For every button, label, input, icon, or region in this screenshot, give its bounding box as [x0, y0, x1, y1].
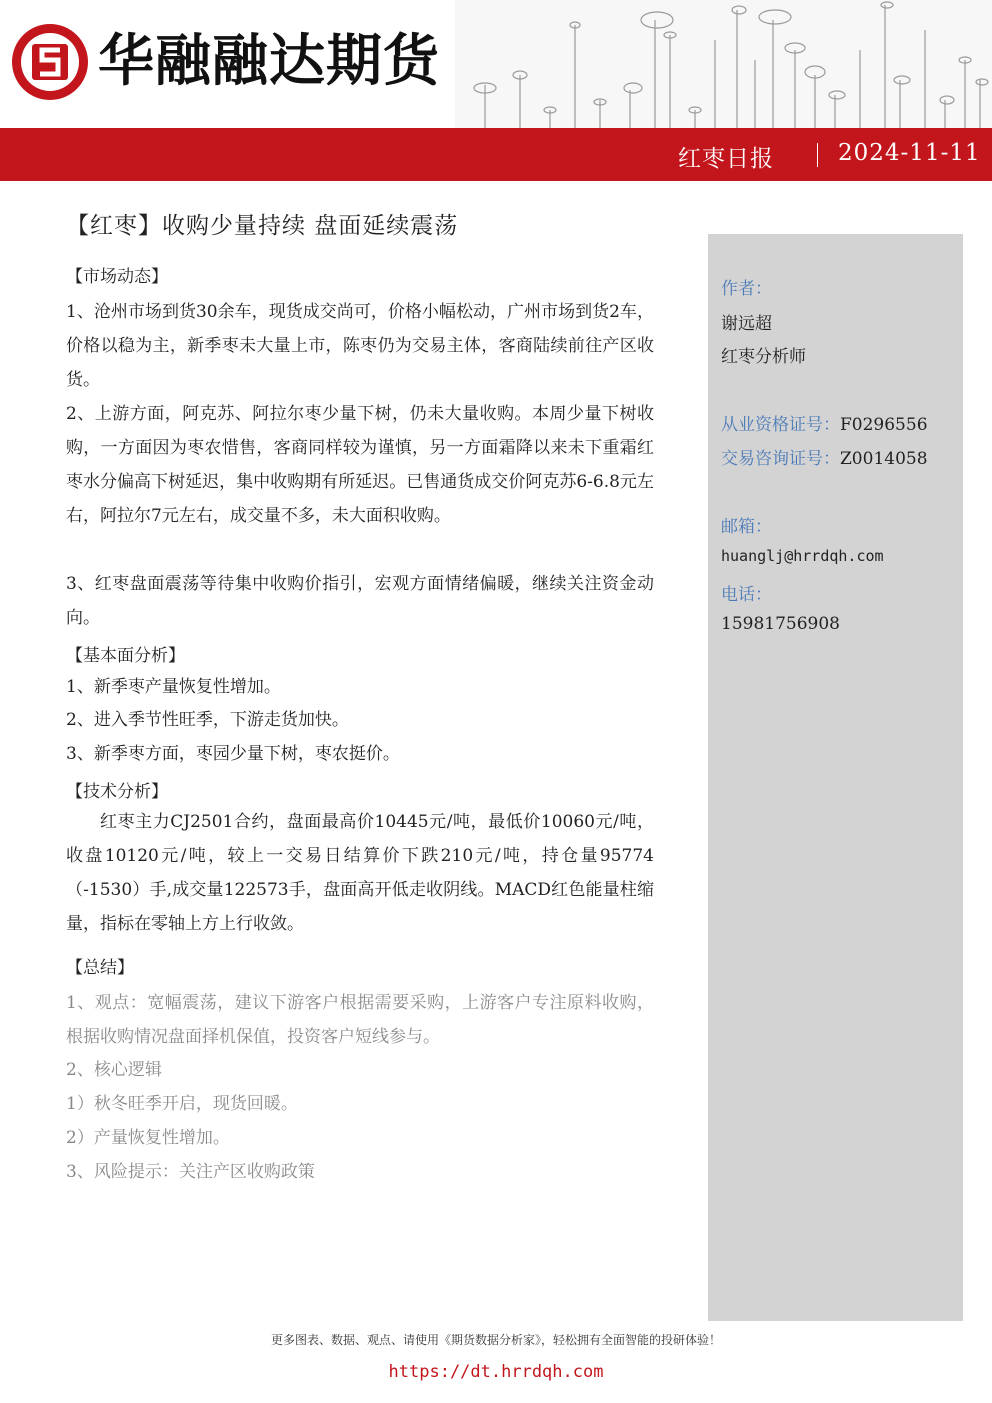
cert-number [721, 410, 928, 435]
footer-promo: 更多图表、数据、观点、请使用《期货数据分析家》，轻松拥有全面智能的投研体验！ [270, 1333, 721, 1347]
phone-label: 电话： [721, 585, 772, 605]
fundamental-item-2: 2、进入季节性旺季，下游走货加快。 [66, 710, 349, 730]
summary-heading: 【总结】 [66, 958, 134, 978]
consult-number [721, 444, 928, 469]
market-heading: 【市场动态】 [66, 267, 168, 287]
summary-item-1: 1、观点：宽幅震荡，建议下游客户根据需要采购，上游客户专注原料收购，根据收购情况盘面择机保值，投资客户短线参与。 [66, 993, 654, 1047]
author-label: 作者： [721, 279, 772, 299]
page-title: 【红枣】收购少量持续 盘面延续震荡 [66, 213, 459, 239]
author-role: 红枣分析师 [721, 347, 806, 367]
cert-label: 从业资格证号： [721, 415, 840, 435]
summary-item-4: 2）产量恢复性增加。 [66, 1128, 230, 1148]
cert-value: F0296556 [840, 415, 928, 435]
consult-label: 交易咨询证号： [721, 449, 840, 469]
market-item-3: 3、红枣盘面震荡等待集中收购价指引，宏观方面情绪偏暖，继续关注资金动向。 [66, 574, 654, 628]
technical-text: 红枣主力CJ2501合约，盘面最高价10445元/吨，最低价10060元/吨，收盘10120元/吨，较上一交易日结算价下跌210元/吨，持仓量95774（-1530）手,成交量122573手，盘面高开低走收阴线。MACD红色能量柱缩量，指标在零轴上方上行收敛。 [66, 812, 654, 934]
header-divider [817, 143, 818, 167]
author-sidebar [708, 234, 963, 1321]
fundamental-heading: 【基本面分析】 [66, 646, 185, 666]
author-name: 谢远超 [721, 314, 772, 334]
summary-item-3: 1）秋冬旺季开启，现货回暖。 [66, 1094, 298, 1114]
market-item-2: 2、上游方面，阿克苏、阿拉尔枣少量下树，仍未大量收购。本周少量下树收购，一方面因为枣农惜售，客商同样较为谨慎，另一方面霜降以来未下重霜红枣水分偏高下树延迟，集中收购期有所延迟。已售通货成交价阿克苏6-6.8元左右，阿拉尔7元左右，成交量不多，未大面积收购。 [66, 404, 654, 526]
report-type: 红枣日报 [678, 146, 774, 172]
consult-value: Z0014058 [840, 449, 928, 469]
decorative-lines-graphic [455, 0, 992, 128]
technical-heading: 【技术分析】 [66, 782, 168, 802]
email-label: 邮箱： [721, 517, 772, 537]
brand-name: 华融融达期货 [98, 29, 440, 94]
fundamental-item-1: 1、新季枣产量恢复性增加。 [66, 677, 281, 697]
summary-item-5: 3、风险提示：关注产区收购政策 [66, 1162, 315, 1182]
summary-item-2: 2、核心逻辑 [66, 1060, 162, 1080]
fundamental-item-3: 3、新季枣方面，枣园少量下树，枣农挺价。 [66, 744, 400, 764]
company-logo-icon [10, 22, 90, 102]
report-date: 2024-11-11 [838, 140, 981, 166]
footer-link[interactable]: https://dt.hrrdqh.com [388, 1362, 604, 1382]
phone-value: 15981756908 [721, 614, 840, 634]
email-value[interactable]: huanglj@hrrdqh.com [721, 547, 884, 565]
market-item-1: 1、沧州市场到货30余车，现货成交尚可，价格小幅松动，广州市场到货2车，价格以稳为主，新季枣未大量上市，陈枣仍为交易主体，客商陆续前往产区收货。 [66, 302, 654, 390]
